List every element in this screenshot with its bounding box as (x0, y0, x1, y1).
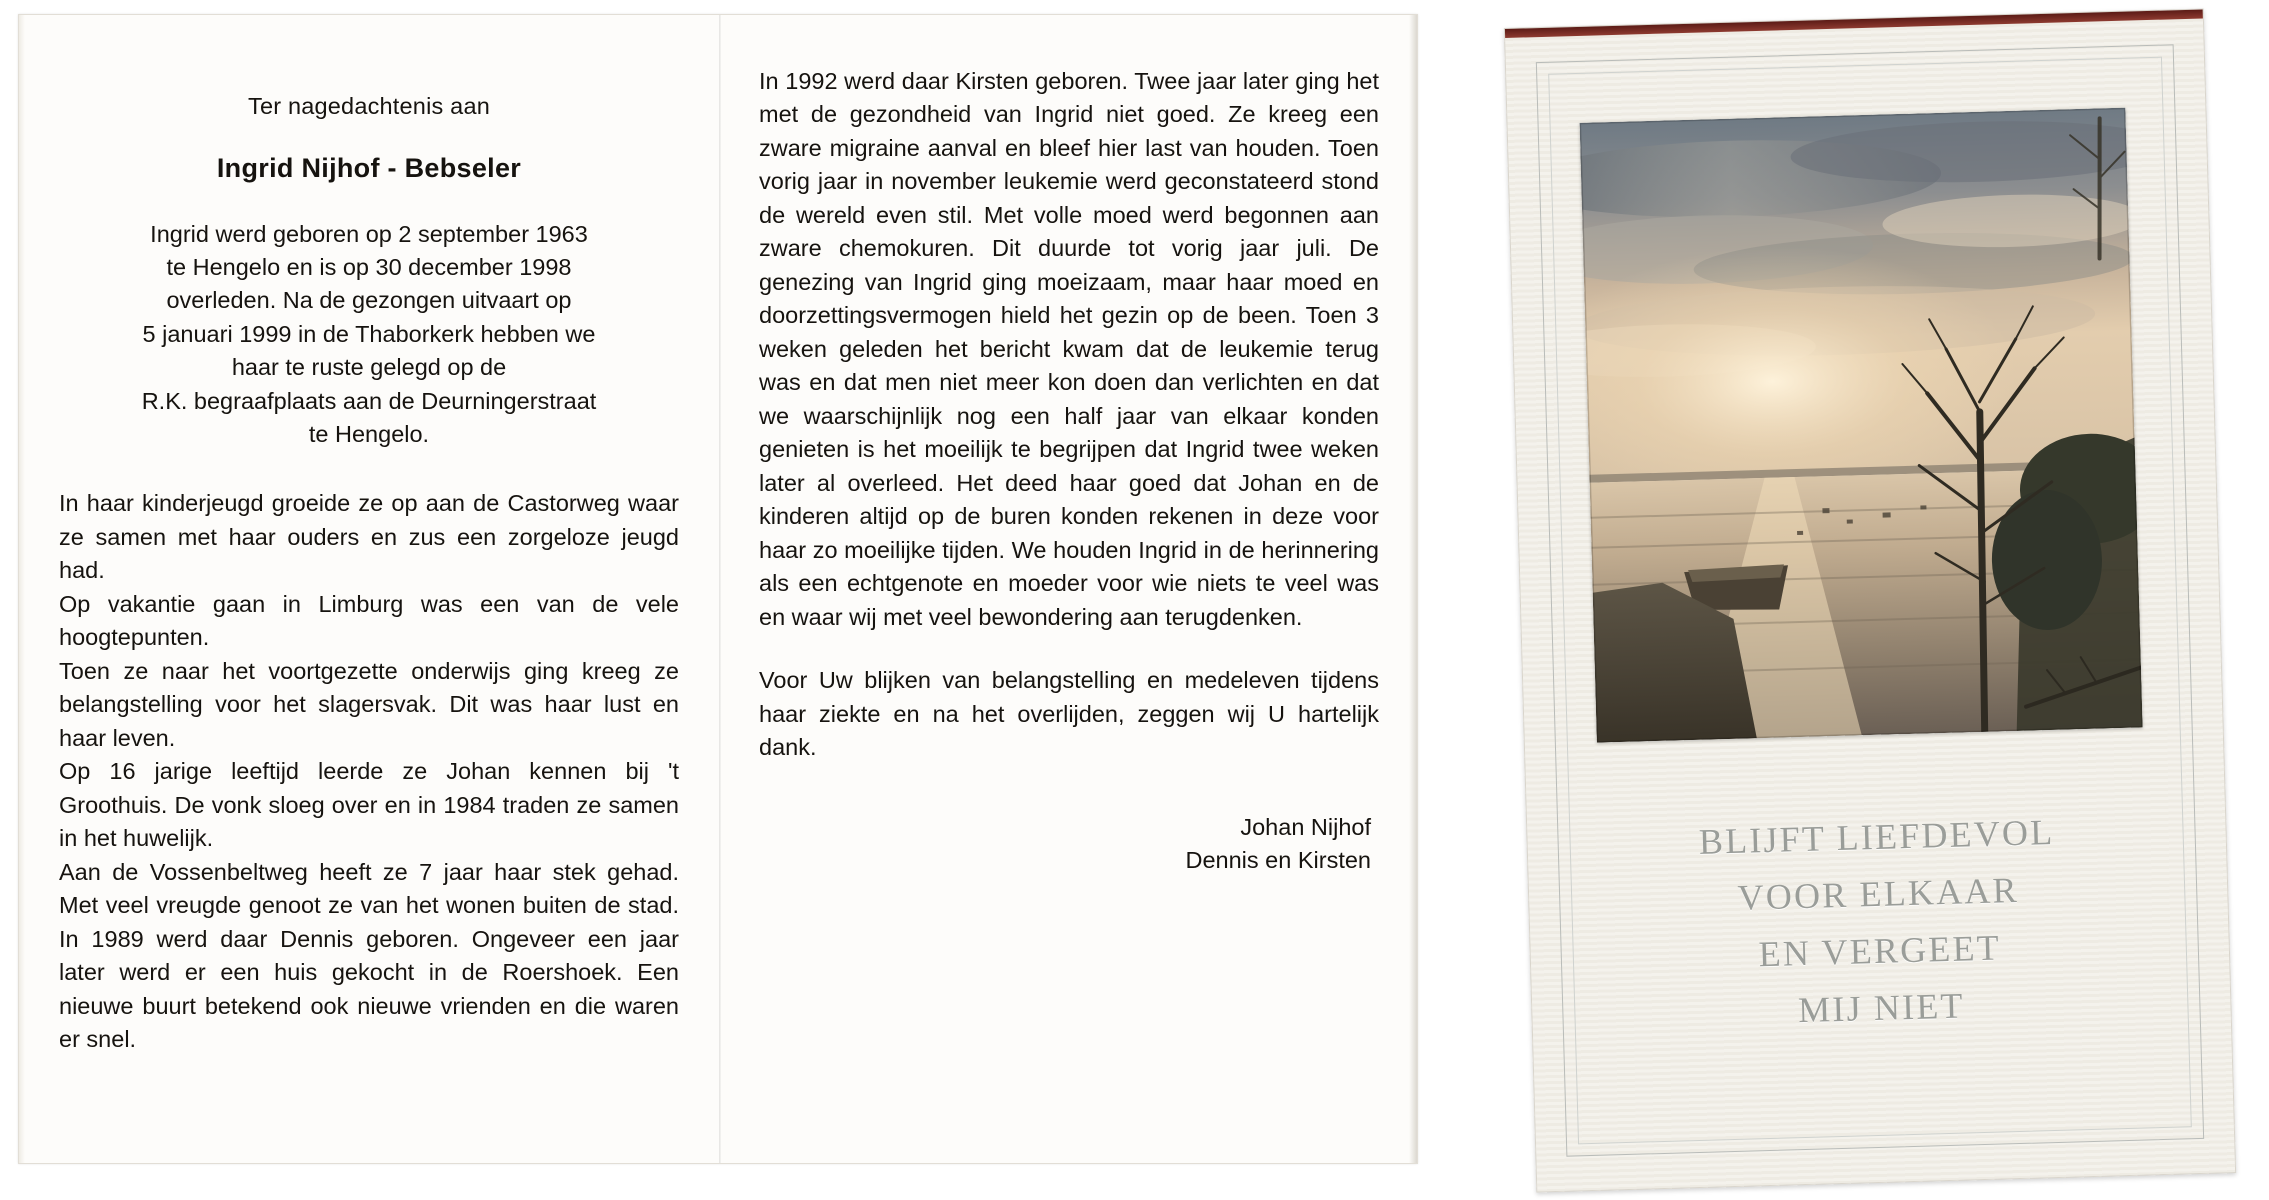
detail-line: 5 januari 1999 in de Thaborkerk hebben we (142, 320, 596, 347)
life-story-paragraph: Aan de Vossenbeltweg heeft ze 7 jaar haar stek gehad. Met veel vreugde genoot ze van het wonen buiten de stad. In 1989 werd daar Dennis geboren. Ongeveer een jaar later werd er een huis gekocht in de Roershoek. Een nieuwe buurt betekend ook nieuwe vrienden en die waren er snel. (59, 858, 679, 1052)
signature-block (759, 811, 1379, 878)
detail-line: R.K. begraafplaats aan de Deurningerstraat (141, 387, 597, 414)
life-story-paragraph: In haar kinderjeugd groeide ze op aan de Castorweg waar ze samen met haar ouders en zus een zorgeloze jeugd had. (59, 490, 679, 584)
birth-death-details (59, 218, 679, 452)
memorial-intro-text: Ter nagedachtenis aan (248, 93, 490, 119)
inside-left-page (59, 15, 679, 1163)
remembrance-text (759, 65, 1379, 765)
cover-verse-line: VOOR ELKAAR (1737, 869, 2020, 918)
thanks-paragraph: Voor Uw blijken van belangstelling en medeleven tijdens haar ziekte en na het overlijden, zeggen wij U hartelijk dank. (759, 667, 1379, 761)
card-spine (1505, 9, 2203, 37)
page-edge-right (1409, 15, 1417, 1163)
signature-line: Dennis en Kirsten (1185, 847, 1371, 874)
remembrance-paragraph: In 1992 werd daar Kirsten geboren. Twee jaar later ging het met de gezondheid van Ingrid niet goed. Ze kreeg een zware migraine aanval en bleef hier last van houden. Toen vorig jaar in november leukemie werd geconstateerd stond de wereld even stil. Met volle moed werd begonnen aan zware chemokuren. Dit duurde tot vorig jaar juli. De genezing van Ingrid ging moeizaam, maar haar moed en doorzettingsvermogen hield het gezin op de been. Toen 3 weken geleden het bericht kwam dat de leukemie terug was en dat men niet meer kon doen dan verlichten en dat we waarschijnlijk nog een half jaar van elkaar konden genieten is het moeilijk te begrijpen dat Ingrid twee weken later al overleed. Het deed haar goed dat Johan en de kinderen altijd op de buren konden rekenen in deze voor haar zo moeilijke tijden. We houden Ingrid in de herinnering als een echtgenote en moeder voor wie niets te veel was en waar wij met veel bewondering aan terugdenken. (759, 68, 1379, 630)
life-story-paragraph: Op vakantie gaan in Limburg was een van de vele hoogtepunten. (59, 590, 679, 651)
life-story (59, 487, 679, 1056)
deceased-name: Ingrid Nijhof - Bebseler (216, 152, 522, 183)
cover-verse-line: EN VERGEET (1758, 927, 2002, 974)
inside-right-page (759, 15, 1379, 1163)
detail-line: Ingrid werd geboren op 2 september 1963 (150, 220, 588, 247)
memorial-card-front (1504, 8, 2236, 1192)
front-cover-paper (1504, 8, 2236, 1192)
life-story-paragraph: Toen ze naar het voortgezette onderwijs ging kreeg ze belangstelling voor het slagersvak. Dit was haar lust en haar leven. (59, 657, 679, 751)
page-edge-left (19, 15, 25, 1163)
cover-verse-line: MIJ NIET (1797, 985, 1966, 1030)
detail-line: te Hengelo en is op 30 december 1998 (166, 254, 572, 281)
sunset-lake-photo (1580, 108, 2143, 743)
detail-line: haar te ruste gelegd op de (231, 354, 507, 381)
memorial-card-open (18, 14, 1418, 1164)
life-story-paragraph: Op 16 jarige leeftijd leerde ze Johan kennen bij 't Groothuis. De vonk sloeg over en in 1984 traden ze samen in het huwelijk. (59, 758, 679, 852)
detail-line: te Hengelo. (308, 420, 430, 447)
detail-line: overleden. Na de gezongen uitvaart op (166, 287, 572, 314)
signature-line: Johan Nijhof (1240, 813, 1371, 840)
cover-verse-line: BLIJFT LIEFDEVOL (1698, 811, 2055, 862)
cover-verse (1579, 801, 2179, 1045)
